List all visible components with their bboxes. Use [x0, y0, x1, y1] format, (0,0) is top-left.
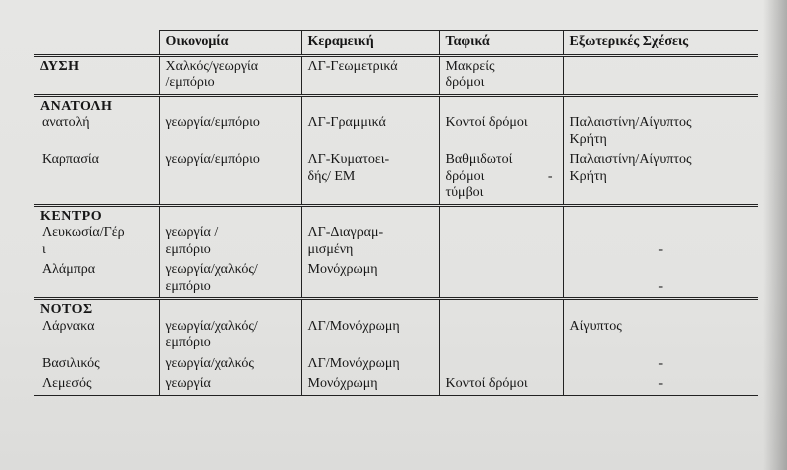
place-cell: [34, 374, 159, 395]
cell-text: μισμένη: [307, 241, 354, 257]
cell-text: Βαθμιδωτοί: [445, 152, 513, 168]
pottery-cell: [301, 354, 439, 375]
cell-text: ΛΓ-Γραμμικά: [307, 115, 386, 131]
cell-text: -: [658, 355, 664, 371]
header-empty: [34, 31, 159, 56]
relations-cell: [563, 374, 758, 395]
economy-cell: [159, 260, 301, 299]
cell-text: Παλαιστίνη/Αίγυπτος: [569, 152, 692, 168]
cell-text: εμπόριο: [165, 241, 211, 257]
region-cell: [34, 205, 159, 260]
pottery-cell: [301, 150, 439, 205]
relations-cell: [563, 150, 758, 205]
table-row: [34, 205, 758, 260]
table-row: [34, 260, 758, 299]
data-table: [34, 30, 758, 396]
cell-text: /εμπόριο: [165, 75, 215, 91]
header-row: [34, 31, 758, 56]
relations-cell: [563, 260, 758, 299]
place-cell: [34, 150, 159, 205]
cell-text: -: [658, 278, 664, 294]
place-label: ανατολή: [42, 115, 90, 131]
relations-cell: [563, 55, 758, 95]
cell-text: Παλαιστίνη/Αίγυπτος: [569, 115, 692, 131]
economy-cell: [159, 95, 301, 150]
place-label: Λάρνακα: [42, 318, 95, 334]
table-row: [34, 55, 758, 95]
pottery-cell: [301, 260, 439, 299]
cell-text: Κοντοί δρόμοι: [445, 376, 528, 392]
cell-text: ΛΓ/Μονόχρωμη: [307, 355, 400, 371]
burial-cell: [439, 95, 563, 150]
relations-cell: [563, 354, 758, 375]
burial-cell: [439, 205, 563, 260]
cell-text: γεωργία/εμπόριο: [165, 115, 260, 131]
cell-text: γεωργία: [165, 376, 211, 392]
burial-cell: [439, 55, 563, 95]
place-label-continued: ι: [42, 241, 46, 257]
table-row: [34, 95, 758, 150]
economy-cell: [159, 205, 301, 260]
pottery-cell: [301, 55, 439, 95]
table-row: [34, 354, 758, 375]
economy-cell: [159, 150, 301, 205]
cell-text: τύμβοι: [445, 185, 484, 201]
cell-text: δής/ ΕΜ: [307, 168, 356, 184]
burial-cell: [439, 150, 563, 205]
economy-cell: [159, 299, 301, 354]
cell-text: εμπόριο: [165, 278, 211, 294]
region-cell: [34, 55, 159, 95]
cell-text: -: [658, 376, 664, 392]
cell-text: Κρήτη: [569, 168, 607, 184]
table-row: [34, 299, 758, 354]
burial-cell: [439, 374, 563, 395]
cell-text: γεωργία/εμπόριο: [165, 152, 260, 168]
cell-text: Κρήτη: [569, 131, 607, 147]
relations-cell: [563, 299, 758, 354]
cell-text: ΛΓ-Γεωμετρικά: [307, 58, 398, 74]
burial-cell: [439, 299, 563, 354]
header-pottery: Κεραμεική: [301, 31, 439, 56]
economy-cell: [159, 55, 301, 95]
cell-text: -: [658, 241, 664, 257]
cell-text: Κοντοί δρόμοι: [445, 115, 528, 131]
place-label: Λεμεσός: [42, 376, 92, 392]
region-cell: [34, 299, 159, 354]
relations-cell: [563, 205, 758, 260]
cell-text: γεωργία/χαλκός: [165, 355, 254, 371]
economy-cell: [159, 354, 301, 375]
cell-text: Μακρείς: [445, 58, 495, 74]
place-label: Καρπασία: [42, 152, 99, 168]
cell-text: ΛΓ-Κυματοει-: [307, 152, 390, 168]
cell-text: ΛΓ-Διαγραμ-: [307, 225, 384, 241]
burial-cell: [439, 260, 563, 299]
cell-text: γεωργία/χαλκός/: [165, 262, 258, 278]
place-label: Λευκωσία/Γέρ: [42, 225, 125, 241]
cell-text: Μονόχρωμη: [307, 262, 378, 278]
region-label: ΔΥΣΗ: [40, 58, 80, 74]
pottery-cell: [301, 299, 439, 354]
cell-text: δρόμοι: [445, 75, 485, 91]
region-label: ΑΝΑΤΟΛΗ: [40, 98, 113, 114]
place-cell: [34, 354, 159, 375]
cell-text: γεωργία/χαλκός/: [165, 318, 258, 334]
region-label: ΝΟΤΟΣ: [40, 302, 93, 318]
place-label: Αλάμπρα: [42, 262, 96, 278]
table-container: [34, 30, 758, 428]
cell-text: Αίγυπτος: [569, 318, 622, 334]
economy-cell: [159, 374, 301, 395]
cell-text: γεωργία /: [165, 225, 219, 241]
cell-text: εμπόριο: [165, 335, 211, 351]
cell-text: ΛΓ/Μονόχρωμη: [307, 318, 400, 334]
dash-mark: -: [547, 168, 553, 184]
cell-text: δρόμοι: [445, 168, 485, 184]
cell-text: Χαλκός/γεωργία: [165, 58, 259, 74]
table-row: [34, 374, 758, 395]
region-cell: [34, 95, 159, 150]
region-label: ΚΕΝΤΡΟ: [40, 208, 103, 224]
pottery-cell: [301, 374, 439, 395]
place-label: Βασιλικός: [42, 355, 100, 371]
pottery-cell: [301, 205, 439, 260]
place-cell: [34, 260, 159, 299]
relations-cell: [563, 95, 758, 150]
header-burial: Ταφικά: [439, 31, 563, 56]
pottery-cell: [301, 95, 439, 150]
header-economy: Οικονομία: [159, 31, 301, 56]
page-edge-shadow: [763, 0, 787, 470]
header-relations: Εξωτερικές Σχέσεις: [563, 31, 758, 56]
table-row: [34, 150, 758, 205]
burial-cell: [439, 354, 563, 375]
cell-text: Μονόχρωμη: [307, 376, 378, 392]
